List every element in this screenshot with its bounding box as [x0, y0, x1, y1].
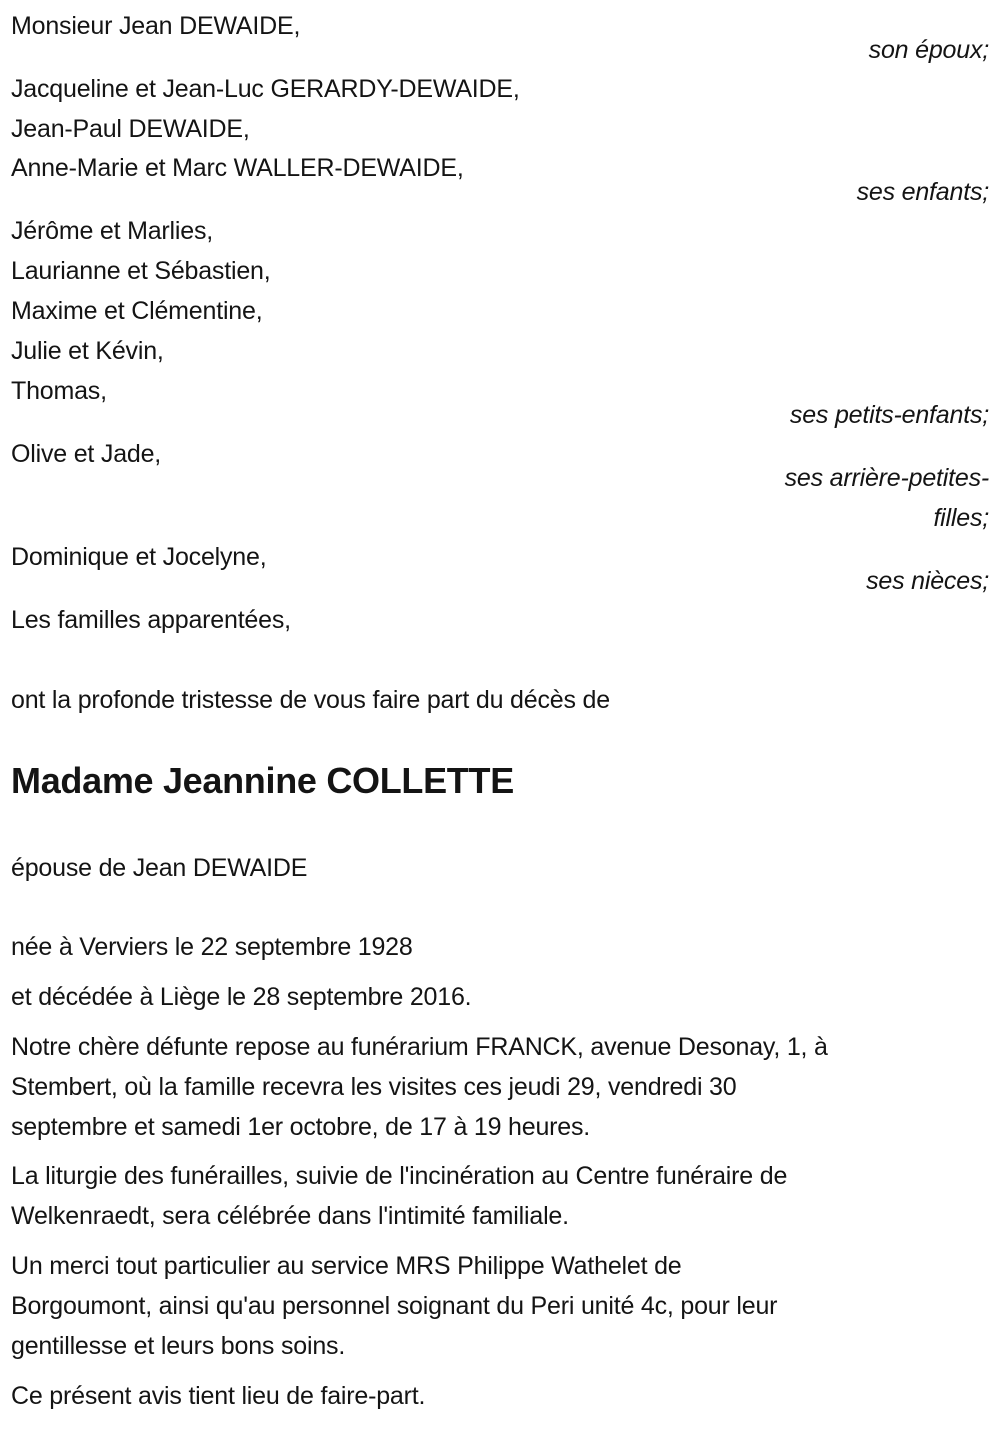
spouse-role: son époux;	[868, 36, 989, 64]
announcement-text: ont la profonde tristesse de vous faire part du décès de	[11, 686, 610, 714]
grandchild-name: Maxime et Clémentine,	[11, 297, 263, 325]
liturgy-line: Welkenraedt, sera célébrée dans l'intimité familiale.	[11, 1202, 569, 1230]
deceased-name: Madame Jeannine COLLETTE	[11, 760, 514, 801]
child-name: Anne-Marie et Marc WALLER-DEWAIDE,	[11, 154, 464, 182]
grandchild-name: Thomas,	[11, 377, 107, 405]
visitation-line: septembre et samedi 1er octobre, de 17 à 19 heures.	[11, 1113, 591, 1141]
grandchildren-role: ses petits-enfants;	[789, 401, 989, 429]
great-granddaughters-role-line1: ses arrière-petites-	[784, 464, 989, 492]
grandchild-name: Julie et Kévin,	[11, 337, 164, 365]
spouse-line: épouse de Jean DEWAIDE	[11, 854, 308, 882]
thanks-line: Un merci tout particulier au service MRS Philippe Wathelet de	[11, 1252, 682, 1280]
grandchild-name: Laurianne et Sébastien,	[11, 257, 271, 285]
thanks-line: Borgoumont, ainsi qu'au personnel soignant du Peri unité 4c, pour leur	[11, 1292, 778, 1320]
death-line: et décédée à Liège le 28 septembre 2016.	[11, 983, 472, 1011]
great-granddaughters-role-line2: filles;	[933, 504, 989, 532]
birth-line: née à Verviers le 22 septembre 1928	[11, 933, 413, 961]
liturgy-line: La liturgie des funérailles, suivie de l'incinération au Centre funéraire de	[11, 1162, 788, 1190]
closing-line: Ce présent avis tient lieu de faire-part.	[11, 1382, 426, 1410]
nieces-role: ses nièces;	[866, 567, 989, 595]
visitation-line: Notre chère défunte repose au funérarium FRANCK, avenue Desonay, 1, à	[11, 1033, 828, 1061]
great-grandchild-name: Olive et Jade,	[11, 440, 162, 468]
children-role: ses enfants;	[856, 178, 989, 206]
visitation-line: Stembert, où la famille recevra les visites ces jeudi 29, vendredi 30	[11, 1073, 737, 1101]
child-name: Jean-Paul DEWAIDE,	[11, 115, 250, 143]
niece-name: Dominique et Jocelyne,	[11, 543, 267, 571]
spouse-name: Monsieur Jean DEWAIDE,	[11, 12, 301, 40]
related-families: Les familles apparentées,	[11, 606, 291, 634]
grandchild-name: Jérôme et Marlies,	[11, 217, 214, 245]
thanks-line: gentillesse et leurs bons soins.	[11, 1332, 346, 1360]
child-name: Jacqueline et Jean-Luc GERARDY-DEWAIDE,	[11, 75, 520, 103]
